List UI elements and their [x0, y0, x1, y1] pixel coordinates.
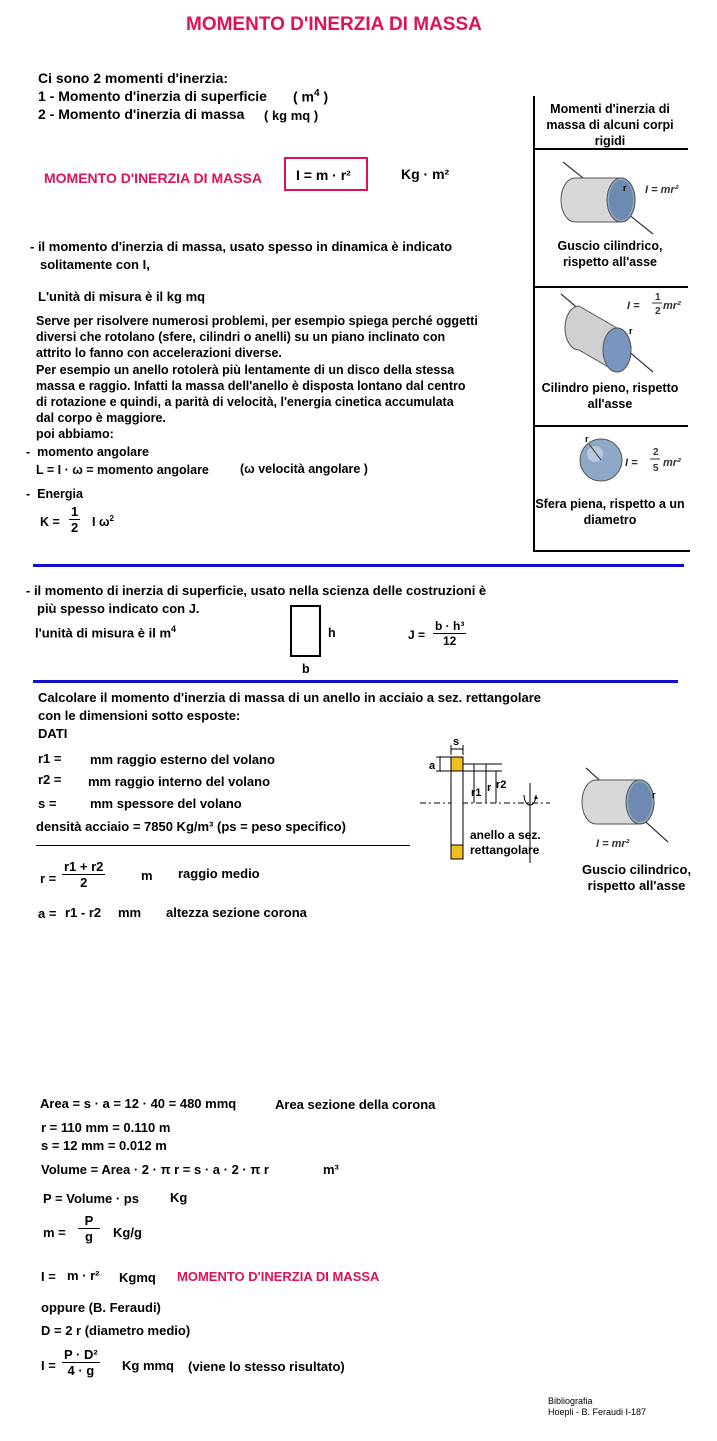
shell-caption-2: Guscio cilindrico, rispetto all'asse — [582, 862, 692, 893]
height-label: a — [429, 760, 436, 772]
cylindrical-shell-figure — [535, 150, 687, 242]
section-rule — [33, 564, 684, 567]
formula-tail: mr² — [663, 300, 681, 312]
ring-caption: anello a sez. rettangolare — [470, 828, 541, 857]
inertia2-eq: I = — [41, 1358, 56, 1373]
mass-moment-line-1: - il momento d'inerzia di massa, usato spesso in dinamica è indicato — [30, 239, 453, 254]
density-line: densità acciaio = 7850 Kg/m³ (ps = peso specifico) — [36, 819, 346, 834]
shell-caption: Guscio cilindrico, rispetto all'asse — [557, 239, 663, 269]
height-unit: mm — [118, 905, 142, 920]
problem-line-1: Calcolare il momento d'inerzia di massa di un anello in acciaio a sez. rettangolare — [38, 690, 542, 705]
sphere-formula: I = — [625, 457, 638, 469]
energy-fraction: 1 2 — [71, 504, 79, 535]
intro-line-3-unit: ( kg mq ) — [264, 108, 319, 123]
intro-line-2: 1 - Momento d'inerzia di superficie — [38, 88, 267, 104]
fraction-numerator: 2 — [653, 447, 659, 458]
radius-label: r — [629, 326, 633, 336]
radius-conversion: r = 110 mm = 0.110 m — [41, 1120, 171, 1135]
solid-cylinder-formula: I = — [627, 300, 640, 312]
mean-radius-eq: r = — [40, 871, 57, 886]
mass-eq: m = — [43, 1225, 66, 1240]
section-rule — [33, 680, 678, 683]
data-value-s: mm spessore del volano — [90, 796, 242, 811]
data-key-s: s = — [38, 796, 57, 811]
solid-cylinder-figure — [535, 288, 687, 380]
data-value-r1: mm raggio esterno del volano — [90, 752, 275, 767]
height-expr: r1 - r2 — [65, 905, 102, 920]
mass-unit-line: L'unità di misura è il kg mq — [38, 289, 206, 304]
data-value-r2: mm raggio interno del volano — [88, 774, 271, 789]
r2-label: r2 — [496, 779, 507, 791]
intro-line-3: 2 - Momento d'inerzia di massa — [38, 106, 245, 122]
data-rule — [36, 845, 410, 846]
energy-k: K = — [40, 515, 60, 529]
mass-moment-line-2: solitamente con I, — [40, 257, 150, 272]
mean-radius-fraction: r1 + r2 2 — [64, 859, 104, 890]
data-key-r1: r1 = — [38, 751, 62, 766]
headline-unit: Kg · m² — [401, 166, 450, 182]
data-key-r2: r2 = — [38, 772, 62, 787]
diameter-line: D = 2 r (diametro medio) — [41, 1323, 191, 1338]
weight-formula: P = Volume · ps — [43, 1191, 139, 1206]
page-title: MOMENTO D'INERZIA DI MASSA — [186, 14, 482, 35]
rect-base-label: b — [302, 662, 310, 676]
solid-sphere-figure — [535, 428, 687, 488]
section-rectangle — [290, 605, 321, 657]
mean-radius-unit: m — [141, 868, 153, 883]
inertia2-note: (viene lo stesso risultato) — [188, 1359, 345, 1374]
inertia-label: MOMENTO D'INERZIA DI MASSA — [177, 1269, 380, 1284]
surface-moment-line-1: - il momento di inerzia di superficie, usato nella scienza delle costruzioni è — [26, 583, 487, 598]
explanation-paragraph: Serve per risolvere numerosi problemi, per esempio spiega perché oggetti diversi che rotolano (sfere, cilindri o anelli) su un piano inclinato con attrito lo fanno con accelerazioni diverse. Per esempio un anello rotolerà più lentamente di un disco della stessa massa e raggio. Infatti la massa dell'anello è disposta lontano dal centro di rotazione e quindi, a parità di velocità, l'energia cinetica accumulata dal corpo è maggiore. poi abbiamo: — [36, 314, 478, 442]
angular-momentum-formula: L = I · ω = momento angolare — [36, 463, 209, 477]
energy-tail: I $\omega^2$ — [92, 514, 114, 530]
intro-line-1: Ci sono 2 momenti d'inerzia: — [38, 70, 229, 86]
panel-header: Momenti d'inerzia di massa di alcuni corpi rigidi — [546, 102, 674, 148]
inertia2-unit: Kg mmq — [122, 1358, 174, 1373]
j-label: J = — [408, 628, 426, 642]
surface-unit-line: l'unità di misura è il $m^4$ — [35, 624, 177, 641]
r-label: r — [487, 782, 492, 794]
weight-unit: Kg — [170, 1190, 188, 1205]
radius-label: r — [585, 434, 589, 444]
headline-label: MOMENTO D'INERZIA DI MASSA — [44, 170, 262, 186]
energy-heading: - Energia — [26, 487, 83, 501]
cylindrical-shell-figure-2 — [574, 758, 684, 854]
angular-momentum-heading: - momento angolare — [26, 445, 149, 459]
shell-formula: I = mr² — [596, 838, 630, 850]
formula-tail: mr² — [663, 457, 681, 469]
alternative-heading: oppure (B. Feraudi) — [41, 1300, 161, 1315]
sphere-caption: Sfera piena, rispetto a un diametro — [535, 497, 685, 527]
volume-formula: Volume = Area · 2 · π r = s · a · 2 · π r — [41, 1162, 269, 1177]
shell-formula: I = mr² — [645, 184, 679, 196]
radius-label: r — [652, 790, 656, 800]
intro-line-2-unit: ( $m^4$ ) — [293, 88, 329, 105]
inertia-eq: I = — [41, 1269, 56, 1284]
area-desc: Area sezione della corona — [275, 1097, 436, 1112]
area-formula: Area = s · a = 12 · 40 = 480 mmq — [40, 1096, 237, 1111]
solid-cylinder-caption: Cilindro pieno, rispetto all'asse — [541, 381, 679, 411]
fraction-denominator: 2 — [655, 306, 661, 317]
headline-formula: I = m · r² — [296, 167, 351, 183]
angular-velocity-note: (ω velocità angolare ) — [240, 462, 368, 476]
height-eq: a = — [38, 906, 57, 921]
rect-height-label: h — [328, 626, 336, 640]
panel-divider — [533, 425, 688, 427]
bibliography: Bibliografia Hoepli - B. Feraudi I-187 — [548, 1396, 647, 1417]
problem-line-2: con le dimensioni sotto esposte: — [38, 708, 241, 723]
fraction-numerator: 1 — [655, 292, 661, 303]
inertia-unit: Kgmq — [119, 1270, 156, 1285]
radius-label: r — [623, 183, 627, 193]
data-heading: DATI — [38, 726, 68, 741]
thickness-label: s — [453, 736, 460, 748]
j-fraction: b · h³ 12 — [435, 619, 465, 648]
thickness-conversion: s = 12 mm = 0.012 m — [41, 1138, 167, 1153]
inertia2-fraction: P · D² 4 · g — [64, 1347, 98, 1378]
height-desc: altezza sezione corona — [166, 905, 307, 920]
mean-radius-desc: raggio medio — [178, 866, 260, 881]
r1-label: r1 — [471, 787, 482, 799]
fraction-denominator: 5 — [653, 463, 659, 474]
mass-fraction: P g — [78, 1213, 100, 1244]
inertia-expr: m · r² — [67, 1268, 100, 1283]
surface-moment-line-2: più spesso indicato con J. — [37, 601, 200, 616]
mass-unit: Kg/g — [113, 1225, 142, 1240]
volume-unit: m³ — [323, 1162, 339, 1177]
